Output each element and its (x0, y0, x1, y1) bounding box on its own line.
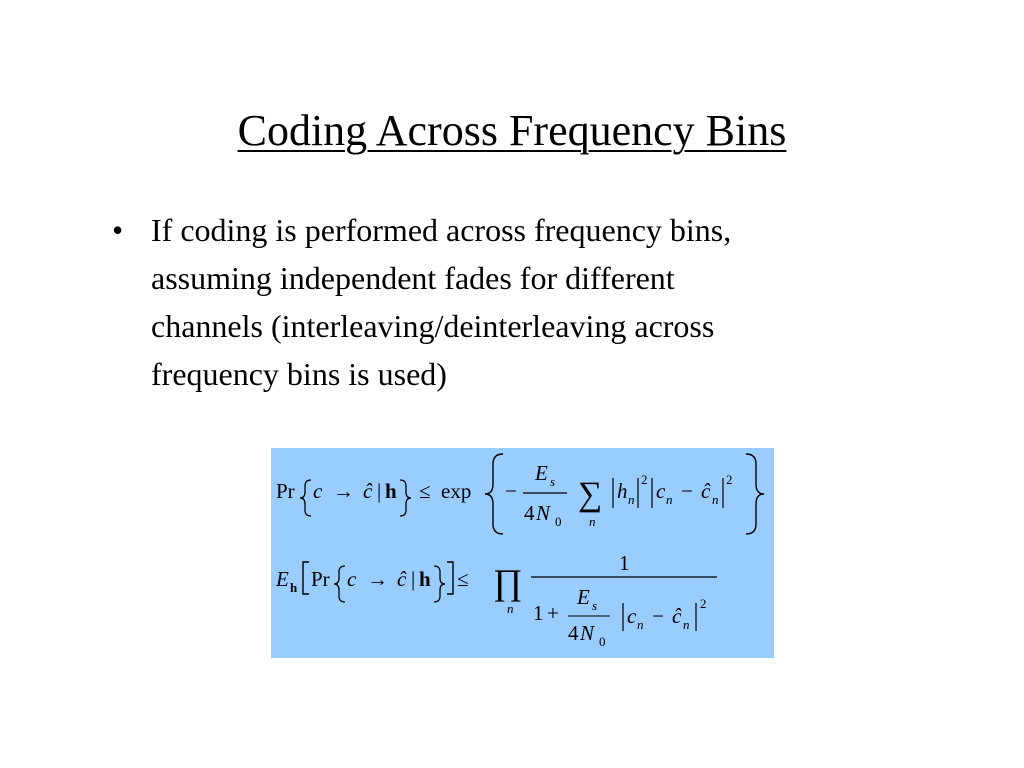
eq2-brace-close (434, 566, 445, 602)
eq2-brace-open (334, 566, 345, 602)
eq1-cn-c: c (656, 479, 666, 503)
eq2-c: c (347, 567, 357, 591)
eq2-chatn-n: n (683, 617, 690, 632)
bullet-line-3: channels (interleaving/deinterleaving across (151, 308, 715, 344)
bullet-line-2: assuming independent fades for different (151, 260, 675, 296)
eq2-bracket-open (303, 562, 309, 594)
eq2-inner-s: s (592, 598, 598, 613)
bullet-text (151, 212, 731, 392)
eq1-bar: | (377, 479, 382, 503)
eq1-minus: − (505, 479, 517, 503)
eq1-exp: exp (441, 479, 472, 503)
eq1-frac-N: N (536, 501, 551, 525)
eq2-pr: Pr (311, 567, 330, 591)
slide-title: Coding Across Frequency Bins (237, 106, 787, 155)
eq1-sum: ∑ (578, 476, 603, 513)
eq1-hn-n: n (628, 492, 635, 507)
formula-svg (271, 448, 774, 658)
eq1-pr: Pr (276, 479, 295, 503)
eq2-cn-minus: − (652, 604, 664, 628)
eq2-abs-sq: 2 (700, 596, 707, 611)
eq2-inner-4: 4 (568, 621, 579, 645)
eq1-frac-0: 0 (555, 514, 562, 529)
eq2-leq: ≤ (457, 567, 469, 591)
eq1-frac-4: 4 (524, 501, 535, 525)
bullet-line-4: frequency bins is used) (151, 356, 447, 392)
equation-1 (276, 454, 764, 534)
eq2-cn-c: c (627, 604, 637, 628)
eq2-numerator-1: 1 (619, 551, 630, 575)
eq2-bar: | (411, 567, 416, 591)
eq2-E-sub-h: h (290, 580, 298, 595)
eq2-inner-N: N (580, 621, 595, 645)
eq2-h: h (419, 567, 431, 591)
eq1-arrow: → (333, 479, 354, 503)
eq2-arrow: → (367, 567, 388, 591)
eq1-chatn-n: n (712, 492, 719, 507)
eq2-E: E (276, 567, 289, 591)
eq1-cn-minus: − (681, 479, 693, 503)
eq1-chat: ĉ (363, 479, 373, 503)
eq1-brace-open (300, 480, 311, 516)
bullet-list (108, 206, 908, 398)
eq2-chat: ĉ (397, 567, 407, 591)
bullet-line-1: If coding is performed across frequency bins, (151, 212, 732, 248)
eq1-c: c (313, 479, 323, 503)
eq2-prod-n: n (507, 601, 514, 616)
eq1-abs1-sq: 2 (641, 472, 648, 487)
equation-2 (275, 551, 717, 649)
eq1-h: h (385, 479, 397, 503)
eq2-chatn-c: ĉ (672, 604, 682, 628)
eq2-prod: ∏ (493, 562, 523, 602)
bullet-item (108, 206, 908, 398)
eq1-sum-n: n (589, 514, 596, 529)
eq2-bracket-close (447, 562, 453, 594)
bullet-marker: • (112, 212, 124, 248)
eq2-den-1: 1 (533, 601, 544, 625)
eq1-abs2-sq: 2 (726, 472, 733, 487)
eq1-big-brace-open (485, 454, 503, 534)
eq1-chatn-c: ĉ (701, 479, 711, 503)
eq2-inner-0: 0 (599, 634, 606, 649)
eq1-brace-close (400, 480, 411, 516)
eq1-frac-s: s (550, 474, 556, 489)
eq1-frac-E: E (535, 461, 548, 485)
eq1-hn-h: h (617, 479, 628, 503)
eq2-inner-E: E (577, 585, 590, 609)
eq1-leq: ≤ (419, 479, 431, 503)
eq2-cn-n: n (637, 617, 644, 632)
eq1-cn-n: n (666, 492, 673, 507)
eq2-den-plus: + (547, 601, 559, 625)
formula-box (271, 448, 774, 658)
eq1-big-brace-close (746, 454, 764, 534)
